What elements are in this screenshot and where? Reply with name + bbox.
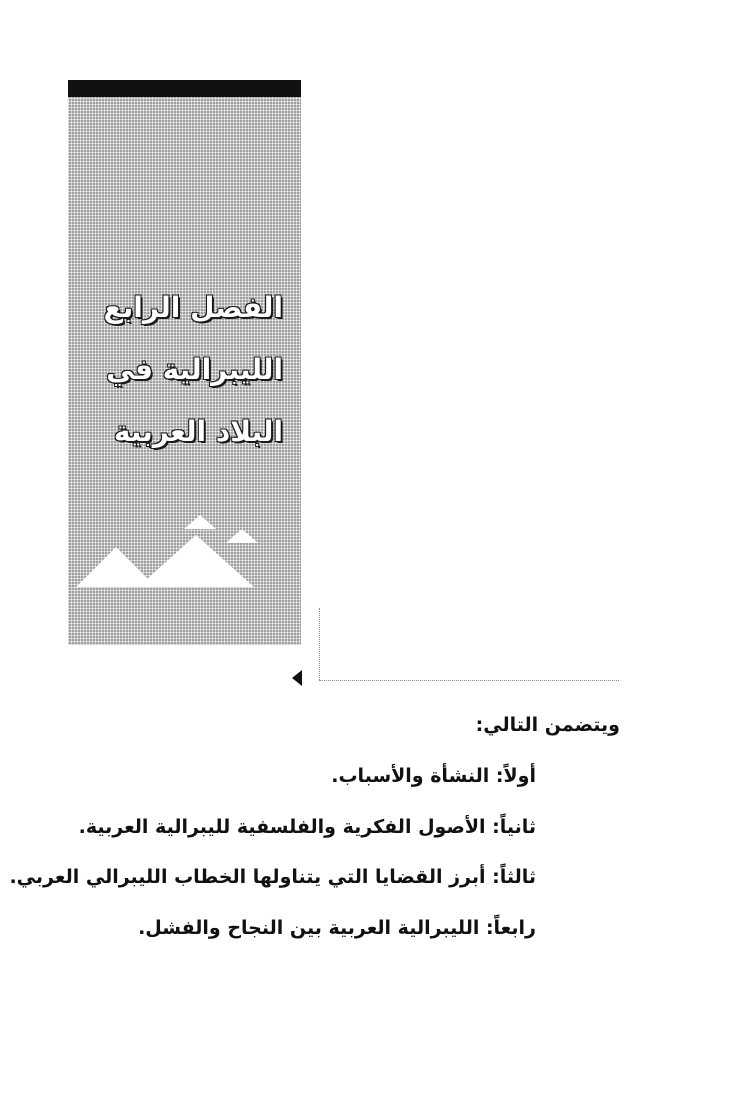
contents-item-4: رابعاً: الليبرالية العربية بين النجاح والفشل.	[138, 917, 536, 939]
chapter-title-line-1: الفصل الرابع	[103, 291, 283, 324]
mountain-shape-right	[226, 529, 258, 543]
contents-item-2: ثانياً: الأصول الفكرية والفلسفية لليبرالية العربية.	[78, 816, 536, 838]
mountains-ornament	[76, 515, 266, 595]
chapter-title	[83, 277, 283, 463]
chapter-title-panel	[68, 97, 301, 645]
chapter-title-line-2: الليبرالية في	[106, 353, 283, 386]
contents-item-1: أولاً: النشأة والأسباب.	[331, 765, 536, 787]
dotted-vertical-rule	[319, 608, 320, 680]
chapter-header-bar	[68, 80, 301, 97]
mountain-shape-peak	[184, 515, 216, 529]
contents-intro: ويتضمن التالي:	[475, 714, 620, 736]
mountain-shape-left	[76, 547, 156, 587]
pointer-arrow-icon	[292, 670, 302, 686]
chapter-title-line-3: البلاد العربية	[113, 415, 283, 448]
contents-item-3: ثالثاً: أبرز القضايا التي يتناولها الخطاب الليبرالي العربي.	[9, 866, 536, 888]
dotted-horizontal-rule	[319, 680, 619, 681]
